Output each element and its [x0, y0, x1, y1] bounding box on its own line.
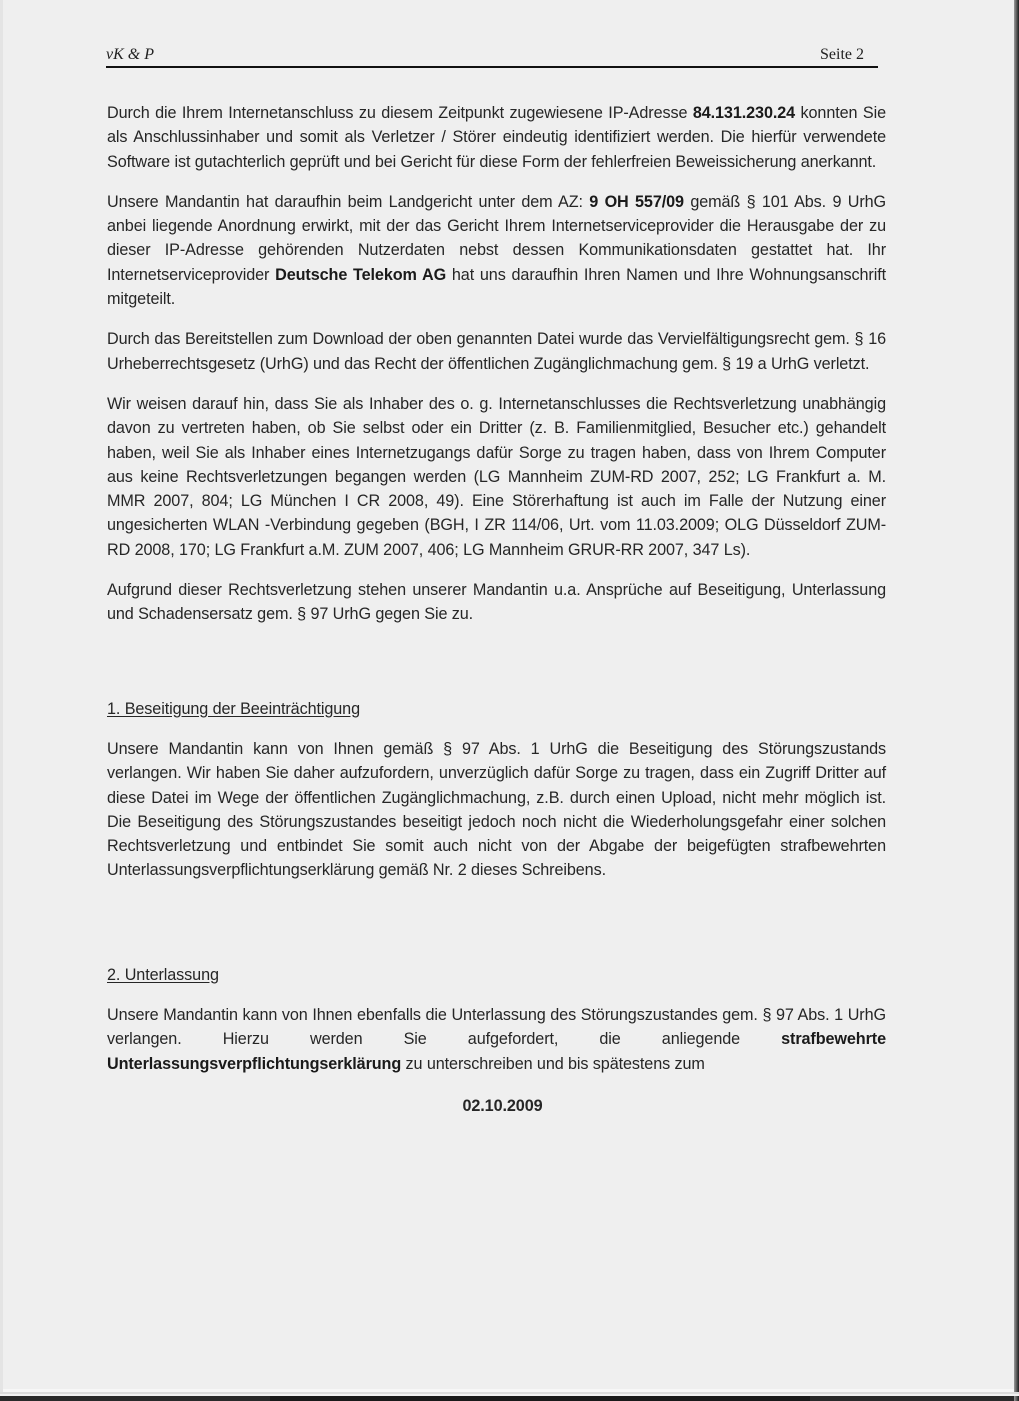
- scan-edge-right: [1014, 0, 1019, 1401]
- letter-body: [107, 101, 886, 1118]
- paragraph-claims: Aufgrund dieser Rechtsverletzung stehen unserer Mandantin u.a. Ansprüche auf Beseitigung, Unterlassung und Schadensersatz gem. § 97 UrhG gegen Sie zu.: [107, 581, 886, 624]
- ip-address: 84.131.230.24: [692, 104, 796, 122]
- case-number: 9 OH 557/09: [589, 192, 684, 211]
- section-text-removal: Unsere Mandantin kann von Ihnen gemäß § 97 Abs. 1 UrhG die Beseitigung des Störungszustands verlangen. Wir haben Sie daher aufzufordern, unverzüglich dafür Sorge zu tragen, dass ein Zugriff Dritter auf diese Datei im Wege der öffentlichen Zugänglichmachung, z.B. durch einen Upload, nicht mehr möglich ist. Die Beseitigung des Störungszustandes beseitigt jedoch noch nicht die Wiederholungsgefahr einer solchen Rechtsverletzung und entbindet Sie somit auch nicht von der Abgabe der beigefügten strafbewehrten Unterlassungsverpflichtungserklärung gemäß Nr. 2 dieses Schreibens.: [107, 739, 886, 880]
- paragraph-court-order: Unsere Mandantin hat daraufhin beim Landgericht unter dem AZ: 9 OH 557/09 gemäß § 101 Abs. 9 UrhG anbei liegende Anordnung erwirkt, mit der das Gericht Ihrem Internetserviceprovider die Herausgabe der zu dieser IP-Adresse gehörenden Nutzerdaten nebst dessen Kommunikationsdaten gestattet hat. Ihr Internetserviceprovider Deutsche Telekom AG hat uns daraufhin Ihren Namen und Ihre Wohnungsanschrift mitgeteilt.: [107, 192, 887, 309]
- firm-name: vK & P: [106, 46, 154, 63]
- paragraph-ip-identification: Durch die Ihrem Internetanschluss zu diesem Zeitpunkt zugewiesene IP-Adresse 84.131.230.24 konnten Sie als Anschlussinhaber und somit als Verletzer / Störer eindeutig identifiziert werden. Die hierfür verwendete Software ist gutachterlich geprüft und bei Gericht für diese Form der fehlerfreien Beweissicherung anerkannt.: [107, 104, 886, 171]
- declaration-name: strafbewehrte Unterlassungsverpflichtungserklärung: [107, 1030, 886, 1073]
- paragraph-infringement: Durch das Bereitstellen zum Download der oben genannten Datei wurde das Vervielfältigungsrecht gem. § 16 Urheberrechtsgesetz (UrhG) und das Recht der öffentlichen Zugänglichmachung gem. § 19 a UrhG verletzt.: [107, 330, 886, 373]
- section-heading-cease-desist: 2. Unterlassung: [107, 965, 219, 984]
- page-number: Seite 2: [820, 46, 864, 63]
- page-header: [106, 44, 878, 68]
- section-heading-removal: 1. Beseitigung der Beeinträchtigung: [107, 699, 360, 718]
- deadline-date: 02.10.2009: [462, 1096, 543, 1115]
- paragraph-liability: Wir weisen darauf hin, dass Sie als Inhaber des o. g. Internetanschlusses die Rechtsverletzung unabhängig davon zu vertreten haben, ob Sie selbst oder ein Dritter (z. B. Familienmitglied, Besucher etc.) gehandelt haben, weil Sie als Inhaber eines Internetzugangs dafür Sorge zu tragen haben, dass von Ihrem Computer aus keine Rechtsverletzungen begangen werden (LG Mannheim ZUM-RD 2007, 252; LG Frankfurt a. M. MMR 2007, 804; LG München I CR 2008, 49). Eine Störerhaftung ist auch im Falle der Nutzung einer ungesicherten WLAN -Verbindung gegeben (BGH, I ZR 114/06, Urt. vom 11.03.2009; OLG Düsseldorf ZUM-RD 2008, 170; LG Frankfurt a.M. ZUM 2007, 406; LG Mannheim GRUR-RR 2007, 347 Ls).: [107, 394, 886, 559]
- provider-name: Deutsche Telekom AG: [275, 265, 447, 284]
- section-text-cease-desist: Unsere Mandantin kann von Ihnen ebenfalls die Unterlassung des Störungszustandes gem. § 97 Abs. 1 UrhG verlangen. Hierzu werden Sie aufgefordert, die anliegende strafbewehrte Unterlassungsverpflichtungserklärung zu unterschreiben und bis spätestens zum: [107, 1006, 886, 1073]
- scan-edge-bottom: [0, 1392, 1019, 1401]
